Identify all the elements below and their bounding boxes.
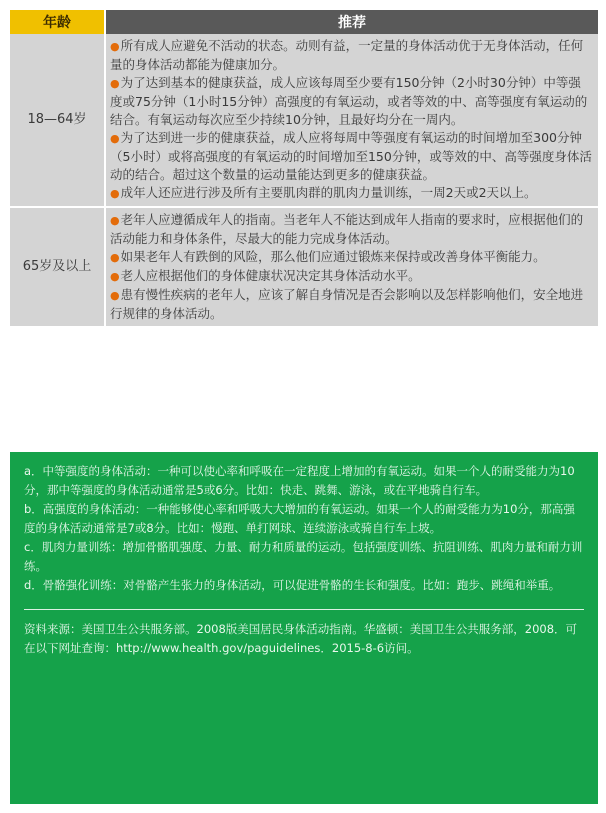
list-item-text: 为了达到进一步的健康获益，成人应将每周中等强度有氧运动的时间增加至300分钟（5小时）或将高强度的有氧运动的时间增加至150分钟，或等效的中、高等强度身体活动的结合。超过这个数量的运动量能达到更多的健康获益。 xyxy=(110,130,592,182)
recommendation-cell xyxy=(105,34,598,207)
bullet-dot-icon: ● xyxy=(110,289,120,302)
age-group-cell: 65岁及以上 xyxy=(10,207,105,326)
bullet-dot-icon: ● xyxy=(110,132,120,145)
note-item: d．骨骼强化训练：对骨骼产生张力的身体活动，可以促进骨骼的生长和强度。比如：跑步、跳绳和举重。 xyxy=(24,578,561,592)
guidelines-table-container xyxy=(10,10,598,326)
list-item-text: 患有慢性疾病的老年人，应该了解自身情况是否会影响以及怎样影响他们，安全地进行规律的身体活动。 xyxy=(110,287,584,321)
source-citation: 资料来源：美国卫生公共服务部。2008版美国居民身体活动指南。华盛顿：美国卫生公共服务部，2008．可在以下网址查询：http://www.health.gov/paguidelines．2015-8-6访问。 xyxy=(24,622,578,655)
bullet-dot-icon: ● xyxy=(110,270,120,283)
table-header-row xyxy=(10,10,598,34)
notes-panel xyxy=(10,452,598,804)
list-item xyxy=(110,286,592,323)
list-item xyxy=(110,74,592,129)
list-item xyxy=(110,184,592,203)
header-age: 年龄 xyxy=(10,10,105,34)
list-item xyxy=(110,267,592,286)
bullet-dot-icon: ● xyxy=(110,187,120,200)
guidelines-table xyxy=(10,10,598,326)
list-item-text: 老年人应遵循成年人的指南。当老年人不能达到成年人指南的要求时，应根据他们的活动能力和身体条件，尽最大的能力完成身体活动。 xyxy=(110,212,584,246)
table-row xyxy=(10,34,598,207)
recommendation-cell xyxy=(105,207,598,326)
bullet-dot-icon: ● xyxy=(110,77,120,90)
bullet-dot-icon: ● xyxy=(110,251,120,264)
list-item-text: 如果老年人有跌倒的风险，那么他们应通过锻炼来保持或改善身体平衡能力。 xyxy=(120,249,546,264)
bullet-dot-icon: ● xyxy=(110,214,120,227)
list-item xyxy=(110,129,592,184)
list-item xyxy=(110,211,592,248)
list-item-text: 老人应根据他们的身体健康状况决定其身体活动水平。 xyxy=(120,268,421,283)
note-item: c．肌肉力量训练：增加骨骼肌强度、力量、耐力和质量的运动。包括强度训练、抗阻训练、肌肉力量和耐力训练。 xyxy=(24,540,583,573)
list-item-text: 为了达到基本的健康获益，成人应该每周至少要有150分钟（2小时30分钟）中等强度或75分钟（1小时15分钟）高强度的有氧运动，或者等效的中、高等强度有氧运动的结合。有氧运动每次应至少持续10分钟，且最好均分在一周内。 xyxy=(110,75,588,127)
age-group-cell: 18—64岁 xyxy=(10,34,105,207)
header-recommendation: 推荐 xyxy=(105,10,598,34)
note-item: a．中等强度的身体活动：一种可以使心率和呼吸在一定程度上增加的有氧运动。如果一个人的耐受能力为10分，那中等强度的身体活动通常是5或6分。比如：快走、跳舞、游泳，或在平地骑自行车。 xyxy=(24,464,575,497)
list-item-text: 所有成人应避免不活动的状态。动则有益，一定量的身体活动优于无身体活动，任何量的身体活动都能为健康加分。 xyxy=(110,38,584,72)
list-item-text: 成年人还应进行涉及所有主要肌肉群的肌肉力量训练，一周2天或2天以上。 xyxy=(120,185,537,200)
bullet-dot-icon: ● xyxy=(110,40,120,53)
divider xyxy=(24,609,584,610)
note-item: b．高强度的身体活动：一种能够使心率和呼吸大大增加的有氧运动。如果一个人的耐受能力为10分，那高强度的身体活动通常是7或8分。比如：慢跑、单打网球、连续游泳或骑自行车上坡。 xyxy=(24,502,575,535)
table-row xyxy=(10,207,598,326)
list-item xyxy=(110,37,592,74)
list-item xyxy=(110,248,592,267)
